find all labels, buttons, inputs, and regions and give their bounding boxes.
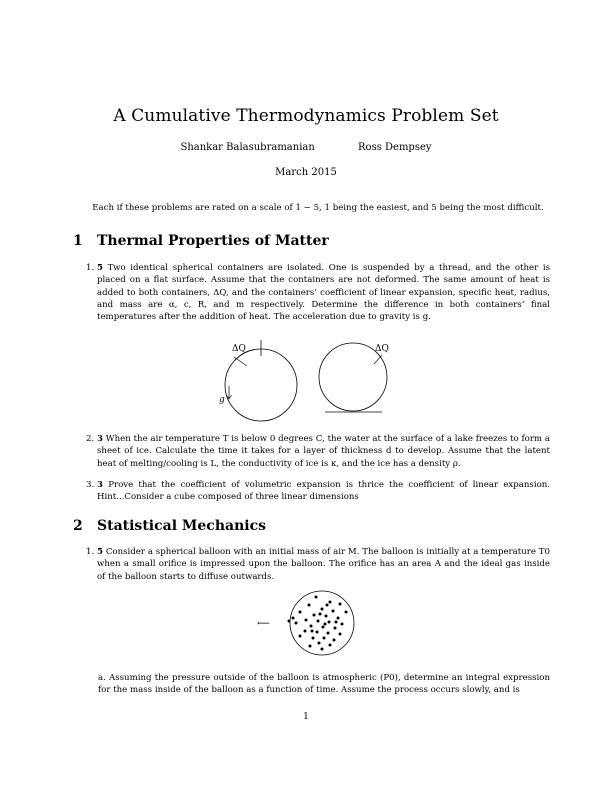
problem-number: 2. xyxy=(86,434,95,444)
gas-particle xyxy=(288,620,291,623)
problem-number: 1. xyxy=(86,547,95,557)
section-title: Thermal Properties of Matter xyxy=(97,233,329,249)
problem-text: When the air temperature T is below 0 degrees C, the water at the surface of a lake freezes to form a sheet of ice. Calculate the time it takes for a layer of thickness d to develop. Assume that the latent heat of melting/cooling is L, the conductivity of ice is κ, and the ice has a density ρ. xyxy=(97,434,550,469)
gas-particle xyxy=(325,615,328,618)
page-number: 1 xyxy=(303,712,309,722)
gas-particle xyxy=(333,639,336,642)
gas-particle xyxy=(316,631,319,634)
gas-particle xyxy=(311,630,314,633)
gas-particle xyxy=(334,627,337,630)
gas-particle xyxy=(329,601,332,604)
author-name: Ross Dempsey xyxy=(358,142,432,153)
gas-particle xyxy=(312,637,315,640)
problem-rating: 5 xyxy=(97,547,103,557)
gas-particle xyxy=(305,619,308,622)
problem-text: Prove that the coefficient of volumetric expansion is thrice the coefficient of linear expansion. Hint...Consider a cube composed of three linear dimensions xyxy=(97,480,551,503)
gas-particle xyxy=(317,620,320,623)
section-title: Statistical Mechanics xyxy=(97,518,266,534)
problem-rating: 3 xyxy=(97,434,103,444)
gas-particle xyxy=(308,604,311,607)
heat-label-left: ΔQ xyxy=(232,344,246,354)
gas-particle xyxy=(295,622,298,625)
gas-particle xyxy=(341,623,344,626)
gas-particle xyxy=(324,623,327,626)
gas-particle xyxy=(299,635,302,638)
gas-particle xyxy=(321,608,324,611)
gas-particle xyxy=(315,596,318,599)
problem-number: 1. xyxy=(86,263,95,273)
gas-particle xyxy=(323,637,326,640)
paper-title: A Cumulative Thermodynamics Problem Set xyxy=(113,106,499,126)
gas-particle xyxy=(299,611,302,614)
gas-particle xyxy=(328,621,331,624)
gas-particle xyxy=(329,644,332,647)
gas-particle xyxy=(313,614,316,617)
problem-rating: 5 xyxy=(97,263,103,273)
heat-label-right: ΔQ xyxy=(375,344,389,354)
author-name: Shankar Balasubramanian xyxy=(180,142,315,153)
gas-particle xyxy=(335,621,338,624)
gas-particle xyxy=(339,603,342,606)
gas-particle xyxy=(345,611,348,614)
gas-particle xyxy=(321,648,324,651)
problem-rating: 3 xyxy=(97,480,103,490)
section-number: 1 xyxy=(73,233,83,249)
section-number: 2 xyxy=(73,518,83,534)
gas-particle xyxy=(319,613,322,616)
gas-particle xyxy=(337,617,340,620)
gas-particle xyxy=(309,645,312,648)
gas-particle xyxy=(310,625,313,628)
gas-particle xyxy=(327,632,330,635)
paper-date: March 2015 xyxy=(275,167,337,178)
gas-particle xyxy=(318,642,321,645)
problem-text: Consider a spherical balloon with an initial mass of air M. The balloon is initially at a temperature T0 when a small orifice is impressed upon the balloon. The orifice has an area A and the ideal gas inside of the balloon starts to diffuse outwards. xyxy=(97,547,551,582)
gas-particle xyxy=(339,633,342,636)
escape-arrow: ⟵ xyxy=(257,619,270,629)
gravity-label: g xyxy=(219,395,225,405)
gas-particle xyxy=(332,610,335,613)
part-a-text: a. Assuming the pressure outside of the balloon is atmospheric (P0), determine an integral expression for the mass inside of the balloon as a function of time. Assume the process occurs slowly, and is xyxy=(98,673,550,696)
gas-particle xyxy=(304,630,307,633)
gas-particle xyxy=(326,604,329,607)
gas-particle xyxy=(292,617,295,620)
problem-number: 3. xyxy=(86,480,95,490)
intro-text: Each if these problems are rated on a scale of 1 − 5, 1 being the easiest, and 5 being the most difficult. xyxy=(92,203,544,213)
gas-particle xyxy=(322,626,325,629)
balloon xyxy=(290,591,354,655)
problem-text: Two identical spherical containers are isolated. One is suspended by a thread, and the other is placed on a flat surface. Assume that the containers are not deformed. The same amount of heat is added to both containers, ΔQ, and the containers’ coefficient of linear expansion, specific heat, radius, and mass are α, c, R, and m respectively. Determine the difference in both containers’ final temperatures after the addition of heat. The acceleration due to gravity is g. xyxy=(97,263,551,323)
